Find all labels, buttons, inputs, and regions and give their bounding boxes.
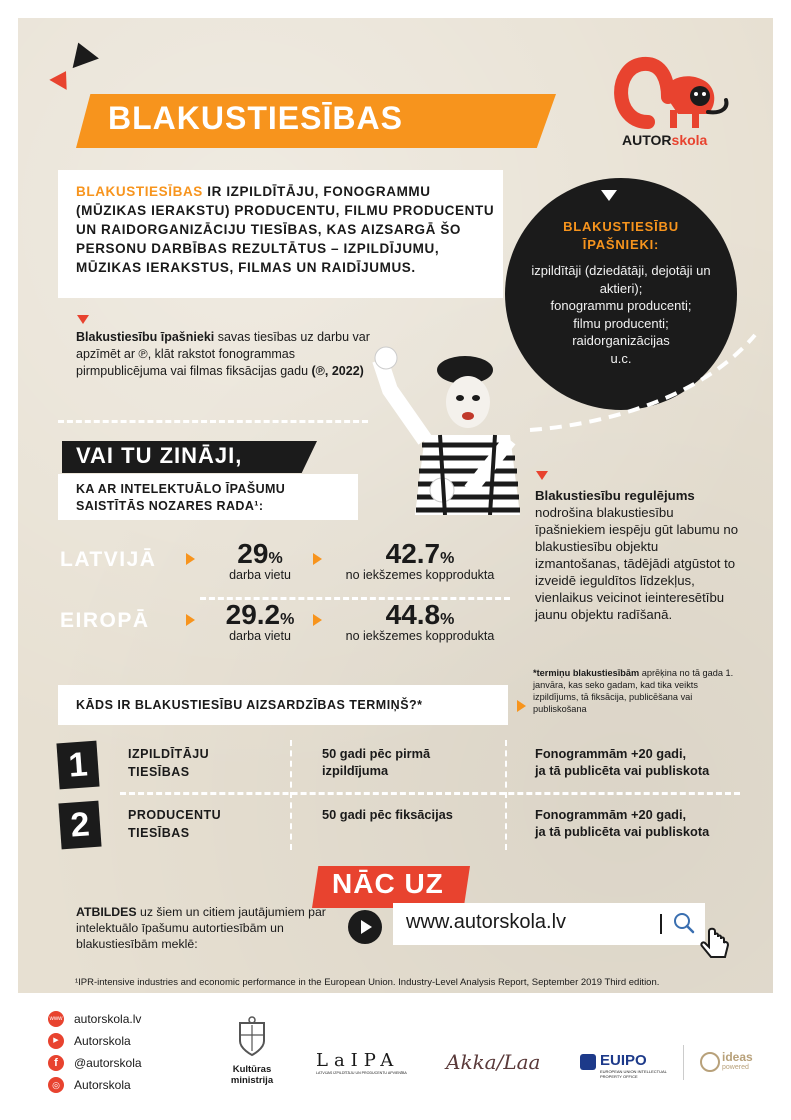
ideas-sub: powered	[722, 1064, 749, 1071]
owners-item: raidorganizācijas	[572, 333, 670, 348]
stat-jobs-value: 29.2	[225, 599, 281, 630]
stat-jobs	[210, 538, 310, 582]
partner-akka-laa	[446, 1050, 556, 1074]
stat-gdp-value: 42.7	[385, 538, 441, 569]
laipa-sub: LATVIJAS IZPILDĪTĀJU UN PRODUCENTU APVIENĪBA	[316, 1071, 407, 1075]
autorskola-logo	[608, 52, 738, 152]
instagram-icon: ◎	[48, 1077, 64, 1093]
term-row-extra	[535, 745, 709, 779]
column-divider	[290, 740, 292, 850]
partner-euipo	[580, 1052, 680, 1079]
stat-gdp-unit: %	[440, 550, 455, 567]
term-row-extra-line: Fonogrammām +20 gadi,	[535, 807, 687, 822]
term-note	[533, 667, 741, 715]
intro-highlight: BLAKUSTIESĪBAS	[76, 184, 203, 199]
symbol-text	[76, 329, 376, 380]
stat-jobs-label: darba vietu	[229, 568, 291, 582]
owners-title: BLAKUSTIESĪBU ĪPAŠNIEKI:	[563, 219, 679, 252]
partner-laipa	[316, 1050, 416, 1075]
term-row-label-line: PRODUCENTU	[128, 808, 222, 822]
footnote: ¹IPR-intensive industries and economic performance in the European Union. Industry-Level Analysis Report, September 2019 Third edition.	[75, 977, 660, 988]
coat-of-arms-icon	[230, 1015, 274, 1059]
logo-suffix: skola	[671, 132, 708, 148]
symbol-bold: Blakustiesību īpašnieki	[76, 330, 215, 344]
stat-gdp-value: 44.8	[385, 599, 441, 630]
dashed-arc	[520, 330, 760, 440]
term-row-duration-line: izpildījuma	[322, 763, 389, 778]
owners-item: filmu producenti;	[573, 315, 669, 331]
term-row-extra	[535, 806, 709, 840]
owners-item: izpildītāji (dziedātāji, dejotāji un aktieri);	[531, 263, 711, 296]
social-link[interactable]	[48, 1052, 198, 1074]
euipo-logo-text: EUIPO	[600, 1052, 647, 1069]
dashed-line	[120, 792, 740, 795]
term-row-number: 1	[56, 741, 99, 790]
play-icon[interactable]	[348, 910, 382, 944]
regulation-bold: Blakustiesību regulējums	[535, 488, 695, 503]
term-note-bold: *termiņu blakustiesībām	[533, 668, 640, 678]
stat-gdp-label: no iekšzemes kopprodukta	[345, 568, 495, 582]
search-divider	[660, 914, 662, 934]
term-row-extra-line: ja tā publicēta vai publiskota	[535, 763, 710, 778]
ministry-label: Kultūras ministrija	[230, 1064, 274, 1086]
term-row-label	[128, 745, 209, 781]
symbol-arrow-icon	[77, 315, 89, 324]
owners-item: fonogrammu producenti;	[550, 298, 692, 313]
intro-body: IR IZPILDĪTĀJU, FONOGRAMMU (MŪZIKAS IERAKSTU) PRODUCENTU, FILMU PRODUCENTU UN RAIDORGANIZĀCIJU TIESĪBAS, KAS AIZSARGĀ ŠO PERSONU DARBĪBAS REZULTĀTUS – IZPILDĪJUMU, MŪZIKAS IERAKSTUS, FILMAS UN RAIDĪJUMUS.	[76, 184, 495, 275]
stat-jobs-value: 29	[237, 538, 269, 569]
regulation-text	[535, 487, 740, 623]
footer-divider	[683, 1045, 684, 1080]
social-links	[48, 1008, 198, 1096]
akka-logo-text: Akka/Laa	[446, 1050, 541, 1074]
arrow-icon	[186, 614, 195, 626]
cta-bold: ATBILDES	[76, 905, 137, 919]
mime-illustration	[370, 340, 530, 515]
did-you-know-subtitle: KA AR INTELEKTUĀLO ĪPAŠUMU SAISTĪTĀS NOZARES RADA¹:	[76, 482, 286, 513]
facebook-icon: f	[48, 1055, 64, 1071]
stat-jobs-unit: %	[268, 550, 283, 567]
column-divider	[505, 740, 507, 850]
symbol-example: (℗, 2022)	[311, 364, 364, 378]
www-icon: www	[48, 1011, 64, 1027]
url-link[interactable]: www.autorskola.lv	[406, 911, 567, 933]
cta-body: uz šiem un citiem jautājumiem par intelektuālo īpašumu autortiesībām un blakustiesībām meklē:	[76, 905, 326, 951]
social-label: Autorskola	[74, 1034, 131, 1048]
social-label: @autorskola	[74, 1056, 142, 1070]
social-label: Autorskola	[74, 1078, 131, 1092]
term-row-label-line: TIESĪBAS	[128, 765, 190, 779]
arrow-icon	[313, 614, 322, 626]
term-row-extra-line: Fonogrammām +20 gadi,	[535, 746, 687, 761]
stat-jobs-unit: %	[280, 611, 295, 628]
social-label: autorskola.lv	[74, 1012, 142, 1026]
stat-gdp	[330, 538, 510, 582]
arrow-icon	[517, 700, 526, 712]
term-row-duration-line: 50 gadi pēc pirmā	[322, 746, 431, 761]
partner-ideas-powered	[700, 1050, 760, 1071]
stat-gdp	[330, 599, 510, 643]
owners-arrow-icon	[601, 190, 617, 201]
youtube-icon: ▶	[48, 1033, 64, 1049]
did-you-know-title: VAI TU ZINĀJI,	[76, 443, 243, 468]
laipa-logo-text: LaIPA	[316, 1050, 400, 1071]
social-link[interactable]	[48, 1030, 198, 1052]
term-row-duration-line: 50 gadi pēc fiksācijas	[322, 807, 453, 822]
hand-cursor-icon	[697, 925, 737, 965]
arrow-icon	[313, 553, 322, 565]
term-note-body: aprēķina no tā gada 1. janvāra, kas seko gadam, kad tika veikts izpildījums, tā fiksācija, publicēšana vai publiskošana	[533, 668, 734, 714]
term-row-duration	[322, 745, 430, 779]
page-title: BLAKUSTIESĪBAS	[108, 100, 403, 136]
term-question: KĀDS IR BLAKUSTIESĪBU AIZSARDZĪBAS TERMIŅŠ?*	[76, 698, 423, 712]
owners-item: u.c.	[610, 350, 632, 366]
term-row-number: 2	[58, 801, 101, 850]
bulb-icon	[700, 1052, 720, 1072]
stat-gdp-unit: %	[440, 611, 455, 628]
social-link[interactable]	[48, 1008, 198, 1030]
term-row-label	[128, 806, 221, 842]
term-row-extra-line: ja tā publicēta vai publiskota	[535, 824, 710, 839]
regulation-body: nodrošina blakustiesību īpašniekiem iespēju gūt labumu no blakustiesību objektu izmantošanas, tādējādi atgūstot to izveidē ieguldītos līdzekļus, vienlaikus veicinot ieinteresētību jaunu objektu radīšanā.	[535, 505, 739, 622]
term-row-duration	[322, 806, 453, 823]
term-row-label-line: IZPILDĪTĀJU	[128, 747, 210, 761]
cta-text	[76, 904, 346, 952]
stat-jobs	[204, 599, 316, 643]
euipo-sub: EUROPEAN UNION INTELLECTUAL PROPERTY OFFICE	[600, 1069, 667, 1079]
ideas-text: ideas	[722, 1050, 753, 1064]
symbol-body: savas tiesības uz darbu var apzīmēt ar ℗, klāt rakstot fonogrammas pirmpublicējuma vai filmas fiksācijas gadu	[76, 330, 370, 378]
regulation-arrow-icon	[536, 471, 548, 480]
dashed-line	[58, 420, 368, 423]
arrow-icon	[186, 553, 195, 565]
intro-text	[76, 182, 496, 277]
partner-ministry	[212, 1015, 292, 1086]
eu-flag-icon	[580, 1054, 596, 1070]
logo-prefix: AUTOR	[622, 132, 672, 148]
stat-region: LATVIJĀ	[60, 548, 157, 571]
stat-region: EIROPĀ	[60, 609, 150, 632]
cta-banner-text: NĀC UZ	[332, 868, 444, 899]
search-icon[interactable]	[672, 911, 696, 935]
social-link[interactable]	[48, 1074, 198, 1096]
stat-jobs-label: darba vietu	[229, 629, 291, 643]
term-row-label-line: TIESĪBAS	[128, 826, 190, 840]
stat-gdp-label: no iekšzemes kopprodukta	[345, 629, 495, 643]
